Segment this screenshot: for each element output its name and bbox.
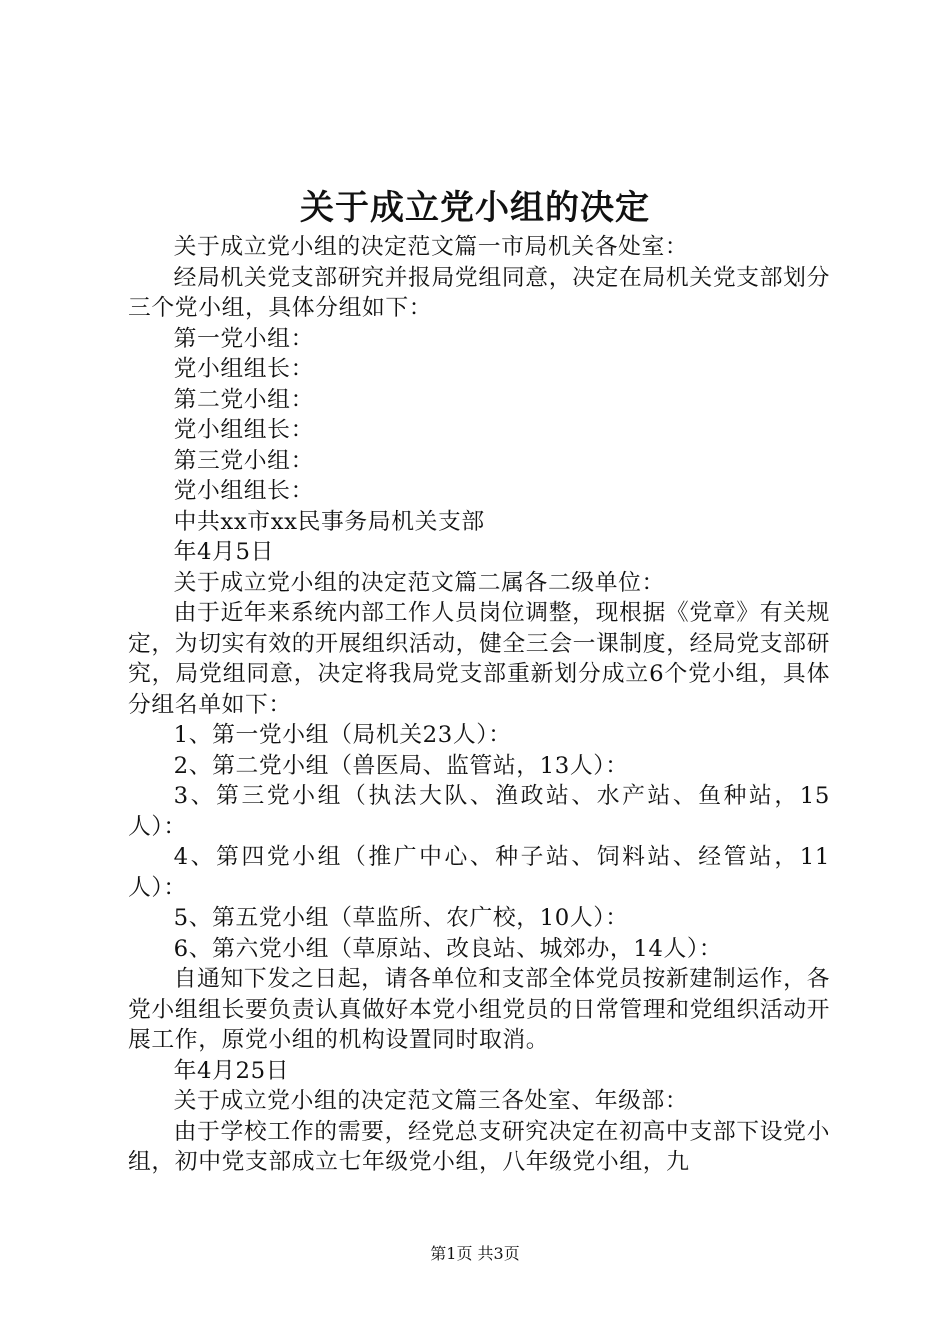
paragraph: 3、第三党小组（执法大队、渔政站、水产站、鱼种站，15人）： xyxy=(128,783,830,840)
paragraph: 经局机关党支部研究并报局党组同意，决定在局机关党支部划分三个党小组，具体分组如下： xyxy=(128,264,830,321)
paragraph: 由于近年来系统内部工作人员岗位调整，现根据《党章》有关规定，为切实有效的开展组织活动，健全三会一课制度，经局党支部研究，局党组同意，决定将我局党支部重新划分成立6个党小组，具体分组名单如下： xyxy=(128,600,830,718)
paragraph: 中共xx市xx民事务局机关支部 xyxy=(173,508,485,535)
paragraph: 2、第二党小组（兽医局、监管站，13人）： xyxy=(173,752,629,779)
paragraph: 党小组组长： xyxy=(173,417,314,443)
paragraph: 第二党小组： xyxy=(173,386,314,413)
paragraph: 5、第五党小组（草监所、农广校，10人）： xyxy=(173,905,629,931)
paragraph: 1、第一党小组（局机关23人）： xyxy=(173,722,512,748)
paragraph: 关于成立党小组的决定范文篇二属各二级单位： xyxy=(173,569,665,596)
document-body xyxy=(128,232,830,1178)
document-title: 关于成立党小组的决定 xyxy=(300,188,650,228)
page-footer: 第1页 共3页 xyxy=(430,1244,520,1263)
paragraph: 年4月5日 xyxy=(173,539,274,565)
paragraph: 党小组组长： xyxy=(173,478,314,504)
paragraph: 6、第六党小组（草原站、改良站、城郊办，14人）： xyxy=(173,935,723,962)
paragraph: 第一党小组： xyxy=(173,325,314,352)
paragraph: 第三党小组： xyxy=(173,447,314,474)
paragraph: 党小组组长： xyxy=(173,356,314,382)
paragraph: 关于成立党小组的决定范文篇一市局机关各处室： xyxy=(173,234,689,260)
paragraph: 年4月25日 xyxy=(173,1057,290,1084)
paragraph: 关于成立党小组的决定范文篇三各处室、年级部： xyxy=(173,1088,689,1114)
paragraph: 自通知下发之日起，请各单位和支部全体党员按新建制运作，各党小组组长要负责认真做好本党小组党员的日常管理和党组织活动开展工作，原党小组的机构设置同时取消。 xyxy=(128,966,830,1053)
paragraph: 4、第四党小组（推广中心、种子站、饲料站、经管站，11人）： xyxy=(128,844,830,901)
paragraph: 由于学校工作的需要，经党总支研究决定在初高中支部下设党小组，初中党支部成立七年级党小组，八年级党小组，九 xyxy=(128,1118,830,1175)
